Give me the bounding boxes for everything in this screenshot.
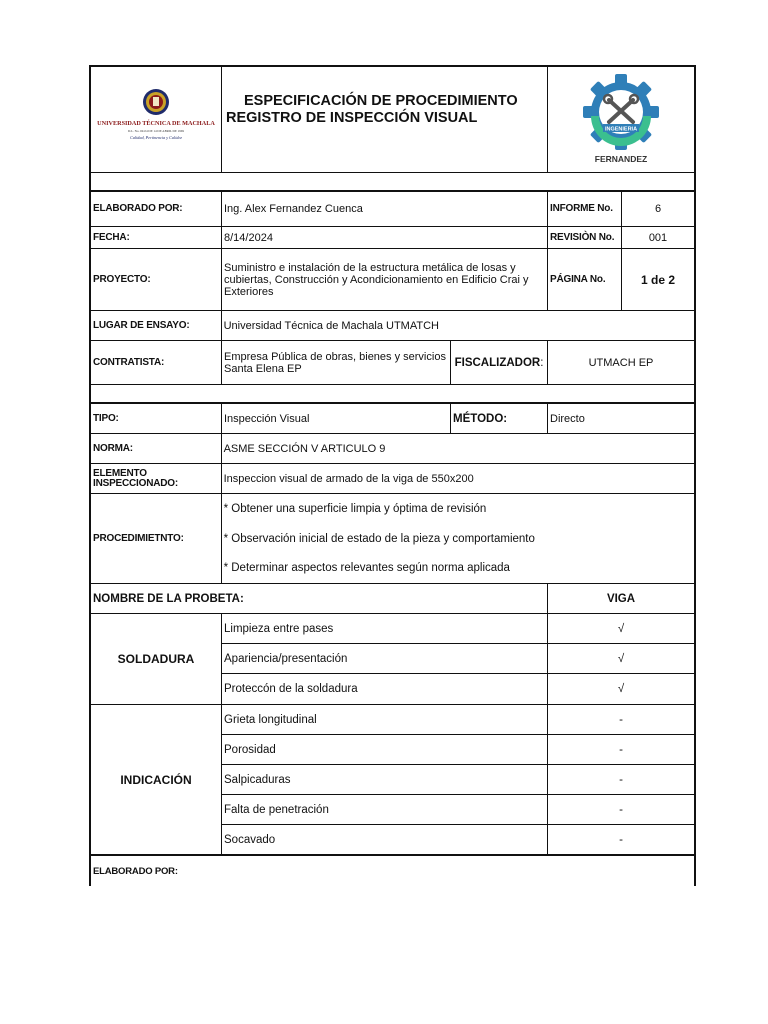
soldadura-item xyxy=(222,644,694,674)
indicacion-item-result: - xyxy=(619,803,623,816)
footer-elaborado-label: ELABORADO POR: xyxy=(93,865,178,877)
indicacion-item-name: Falta de penetración xyxy=(222,795,548,824)
soldadura-item-result: √ xyxy=(617,683,625,695)
gear-wrench-logo-icon xyxy=(566,70,676,170)
soldadura-label: SOLDADURA xyxy=(91,614,222,704)
indicacion-item xyxy=(222,765,694,795)
university-motto: Calidad, Pertinencia y Calidez xyxy=(130,134,182,140)
spacer-row-2 xyxy=(89,385,696,404)
indicacion-item xyxy=(222,705,694,735)
title-row xyxy=(89,65,696,173)
inspection-form xyxy=(89,65,696,886)
fiscalizador-label-text: FISCALIZADOR xyxy=(454,356,541,369)
lugar-row xyxy=(89,311,696,341)
procedimiento-line: * Obtener una superficie limpia y óptima de revisión xyxy=(223,502,487,515)
procedimiento-row xyxy=(89,494,696,584)
procedimiento-line: * Observación inicial de estado de la pieza y comportamiento xyxy=(223,532,535,545)
tipo-label: TIPO: xyxy=(91,404,222,433)
company-logo xyxy=(548,67,694,172)
title-line-1: ESPECIFICACIÓN DE PROCEDIMIENTO xyxy=(244,93,518,109)
contratista-row xyxy=(89,341,696,385)
logo-bottom-text: FERNANDEZ xyxy=(594,153,648,164)
indicacion-item-name: Porosidad xyxy=(222,735,548,764)
indicacion-item-name: Socavado xyxy=(222,825,548,855)
indicacion-item xyxy=(222,795,694,825)
procedimiento-line: * Determinar aspectos relevantes según norma aplicada xyxy=(223,562,510,575)
metodo-label: MÉTODO: xyxy=(451,404,548,433)
lugar-value: Universidad Técnica de Machala UTMATCH xyxy=(223,319,439,332)
elaborado-value: Ing. Alex Fernandez Cuenca xyxy=(222,192,548,226)
elemento-label: ELEMENTO INSPECCIONADO: xyxy=(91,464,222,493)
soldadura-items xyxy=(222,614,694,704)
indicacion-item-name: Salpicaduras xyxy=(222,765,548,794)
soldadura-item-result: √ xyxy=(617,622,625,635)
revision-label: REVISIÒN No. xyxy=(548,227,622,248)
fecha-row xyxy=(89,227,696,249)
fiscalizador-colon: : xyxy=(540,356,544,369)
fiscalizador-value: UTMACH EP xyxy=(588,356,654,369)
soldadura-item-name: Limpieza entre pases xyxy=(222,614,548,643)
norma-row xyxy=(89,434,696,464)
indicacion-group xyxy=(89,705,696,856)
norma-value: ASME SECCIÓN V ARTICULO 9 xyxy=(223,442,386,455)
university-decree: D.L. No. 69-04 DE 14 DE ABRIL DE 1969 xyxy=(128,128,184,133)
fiscalizador-label xyxy=(451,341,548,384)
soldadura-item-name: Apariencia/presentación xyxy=(222,644,548,673)
indicacion-item-result: - xyxy=(619,713,623,726)
procedimiento-lines xyxy=(222,494,694,583)
elaborado-label: ELABORADO POR: xyxy=(91,192,222,226)
indicacion-item xyxy=(222,735,694,765)
probeta-value: VIGA xyxy=(606,592,636,605)
informe-label: INFORME No. xyxy=(548,192,622,226)
footer-elaborado-row xyxy=(89,856,696,886)
logo-top-text: INGENIERIA xyxy=(604,126,638,132)
spacer-row xyxy=(89,173,696,192)
elemento-row xyxy=(89,464,696,494)
proyecto-label: PROYECTO: xyxy=(91,249,222,310)
university-seal-icon xyxy=(94,85,218,155)
pagina-value: 1 de 2 xyxy=(640,272,676,287)
informe-value: 6 xyxy=(654,203,662,215)
metodo-value: Directo xyxy=(550,412,585,425)
norma-label: NORMA: xyxy=(91,434,222,463)
probeta-row xyxy=(89,584,696,614)
elemento-value: Inspeccion visual de armado de la viga de 550x200 xyxy=(223,472,474,485)
soldadura-item xyxy=(222,674,694,704)
fecha-value: 8/14/2024 xyxy=(222,227,548,248)
university-name: UNIVERSIDAD TÉCNICA DE MACHALA xyxy=(97,119,215,127)
procedimiento-label: PROCEDIMIETNTO: xyxy=(91,494,222,583)
indicacion-items xyxy=(222,705,694,854)
probeta-label: NOMBRE DE LA PROBETA: xyxy=(91,584,548,613)
lugar-label: LUGAR DE ENSAYO: xyxy=(91,311,222,340)
indicacion-label: INDICACIÓN xyxy=(91,705,222,854)
tipo-row xyxy=(89,404,696,434)
title-line-2: REGISTRO DE INSPECCIÓN VISUAL xyxy=(226,110,478,126)
soldadura-item xyxy=(222,614,694,644)
indicacion-item-result: - xyxy=(619,743,623,756)
indicacion-item-name: Grieta longitudinal xyxy=(222,705,548,734)
tipo-value: Inspección Visual xyxy=(222,404,451,433)
proyecto-value: Suministro e instalación de la estructura metálica de losas y cubiertas, Construcción y Acondicionamiento en Edificio Crai y Exteriores xyxy=(222,249,548,310)
elaborado-row xyxy=(89,192,696,227)
pagina-label: PÁGINA No. xyxy=(548,249,622,310)
proyecto-row xyxy=(89,249,696,311)
fecha-label: FECHA: xyxy=(91,227,222,248)
indicacion-item-result: - xyxy=(619,834,623,846)
soldadura-item-result: √ xyxy=(617,652,625,665)
indicacion-item xyxy=(222,825,694,855)
soldadura-group xyxy=(89,614,696,705)
soldadura-item-name: Proteccón de la soldadura xyxy=(222,674,548,704)
indicacion-item-result: - xyxy=(619,773,623,786)
university-logo xyxy=(91,67,222,172)
title-block xyxy=(222,67,548,172)
revision-value: 001 xyxy=(648,231,668,244)
contratista-label: CONTRATISTA: xyxy=(91,341,222,384)
contratista-value: Empresa Pública de obras, bienes y servicios Santa Elena EP xyxy=(222,341,451,384)
